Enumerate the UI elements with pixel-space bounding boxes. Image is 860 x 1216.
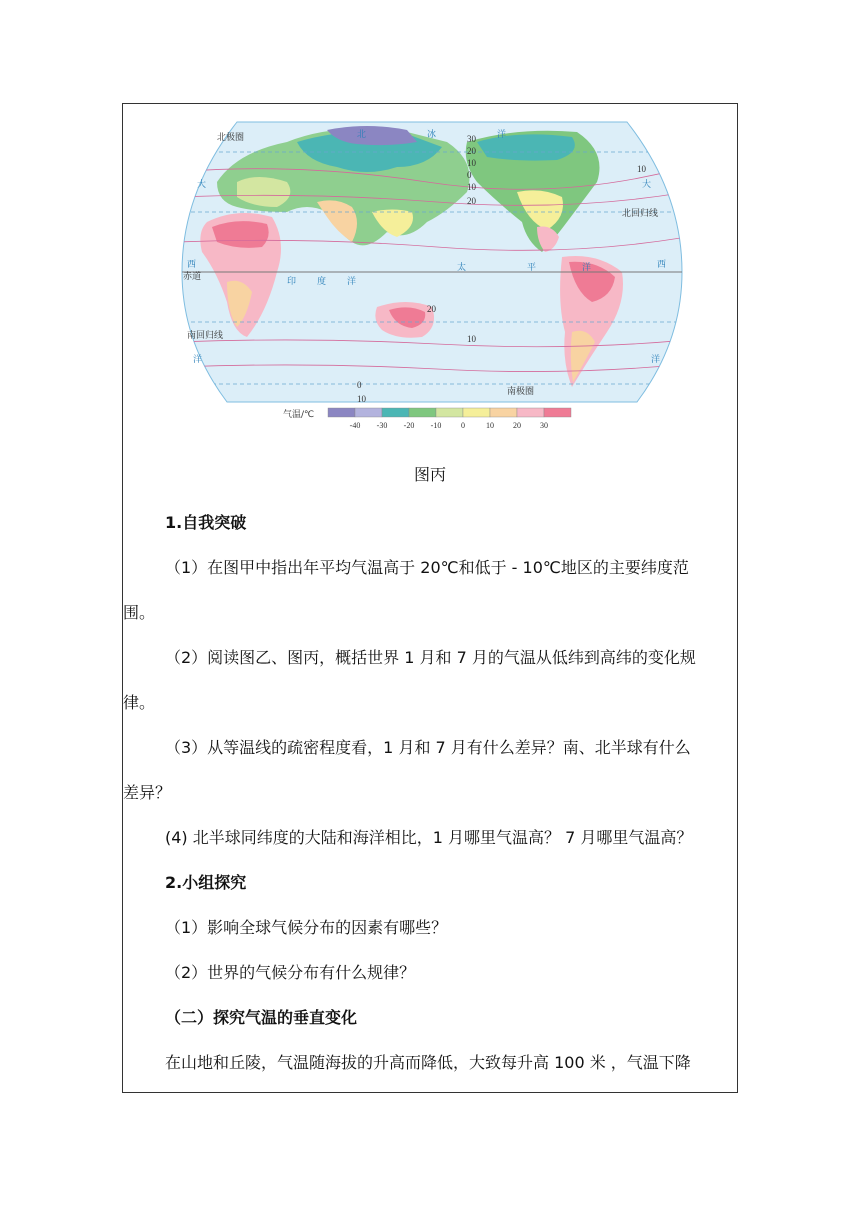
legend-tick-label: 30 [540, 421, 548, 430]
ocean-label-3: 洋 [497, 130, 507, 140]
question-3-line-2: 差异？ [123, 783, 172, 802]
arctic-circle-label: 北极圈 [217, 132, 245, 142]
legend-title: 气温/℃ [283, 410, 315, 420]
paragraph-altitude-temperature: 在山地和丘陵，气温随海拔的升高而降低，大致每升高 100 米 ，气温下降 [165, 1053, 691, 1072]
ocean-label-12: 洋 [582, 263, 592, 273]
legend-tick-label: -10 [430, 421, 442, 430]
legend-tick-label: -40 [349, 421, 361, 430]
document-frame [122, 103, 738, 1093]
group-question-1: （1）影响全球气候分布的因素有哪些？ [165, 918, 448, 937]
isotherm-label: 10 [357, 394, 366, 404]
legend-swatch [463, 408, 490, 417]
ocean-label-2: 冰 [427, 130, 437, 140]
question-4: (4) 北半球同纬度的大陆和海洋相比，1 月哪里气温高？ 7 月哪里气温高？ [165, 828, 693, 847]
section-heading-self-breakthrough: 1.自我突破 [165, 513, 247, 532]
ocean-label-15: 洋 [651, 355, 661, 365]
ocean-label-7: 印 [287, 277, 297, 287]
question-3-line-1: （3）从等温线的疏密程度看，1 月和 7 月有什么差异？南、北半球有什么 [165, 738, 691, 757]
tropic-capricorn-label: 南回归线 [187, 330, 224, 340]
ocean-label-5: 西 [187, 260, 197, 270]
question-1-line-2: 围。 [123, 603, 156, 622]
antarctic-circle-label: 南极圈 [507, 386, 535, 396]
legend-swatch [355, 408, 382, 417]
tropic-cancer-label: 北回归线 [622, 208, 659, 218]
legend-swatches [328, 408, 571, 417]
legend-tick-label: 10 [486, 421, 494, 430]
legend-ticks [350, 421, 548, 430]
isotherm-label: 20 [467, 196, 476, 206]
ocean-label-9: 洋 [347, 277, 357, 287]
ocean-label-8: 度 [317, 277, 327, 287]
isotherm-label: 20 [427, 304, 436, 314]
figure-caption: 图丙 [413, 465, 446, 484]
isotherm-label: 0 [467, 170, 472, 180]
question-2-line-1: （2）阅读图乙、图丙，概括世界 1 月和 7 月的气温从低纬到高纬的变化规 [165, 648, 696, 667]
legend-tick-label: -30 [376, 421, 388, 430]
legend-swatch [382, 408, 409, 417]
legend-swatch [409, 408, 436, 417]
ocean-label-14: 西 [657, 260, 667, 270]
legend-swatch [517, 408, 544, 417]
section-heading-vertical-temperature: （二）探究气温的垂直变化 [165, 1008, 358, 1027]
legend-tick-label: 0 [461, 421, 465, 430]
isotherm-label: 10 [637, 164, 646, 174]
question-1-line-1: （1）在图甲中指出年平均气温高于 20℃和低于 - 10℃地区的主要纬度范 [165, 558, 689, 577]
isotherm-label: 10 [467, 182, 476, 192]
ocean-label-13: 大 [642, 180, 652, 190]
ocean-label-1: 北 [357, 130, 367, 140]
isotherm-label: 20 [467, 146, 476, 156]
isotherm-label: 0 [357, 380, 362, 390]
ocean-label-11: 平 [527, 263, 537, 273]
ocean-label-4: 大 [197, 180, 207, 190]
question-2-line-2: 律。 [123, 693, 156, 712]
map-svg [177, 112, 687, 432]
isotherm-label: 10 [467, 334, 476, 344]
group-question-2: （2）世界的气候分布有什么规律？ [165, 963, 416, 982]
section-heading-group-inquiry: 2.小组探究 [165, 873, 247, 892]
ocean-label-10: 太 [457, 263, 467, 273]
legend-tick-label: -20 [403, 421, 415, 430]
legend-swatch [490, 408, 517, 417]
legend-swatch [544, 408, 571, 417]
legend-swatch [436, 408, 463, 417]
isotherm-label: 10 [467, 158, 476, 168]
legend-tick-label: 20 [513, 421, 521, 430]
temperature-legend [283, 404, 583, 434]
equator-label: 赤道 [183, 271, 202, 281]
ocean-label-6: 洋 [193, 355, 203, 365]
isotherm-label: 30 [467, 134, 476, 144]
legend-swatch [328, 408, 355, 417]
world-temperature-map [177, 112, 687, 432]
